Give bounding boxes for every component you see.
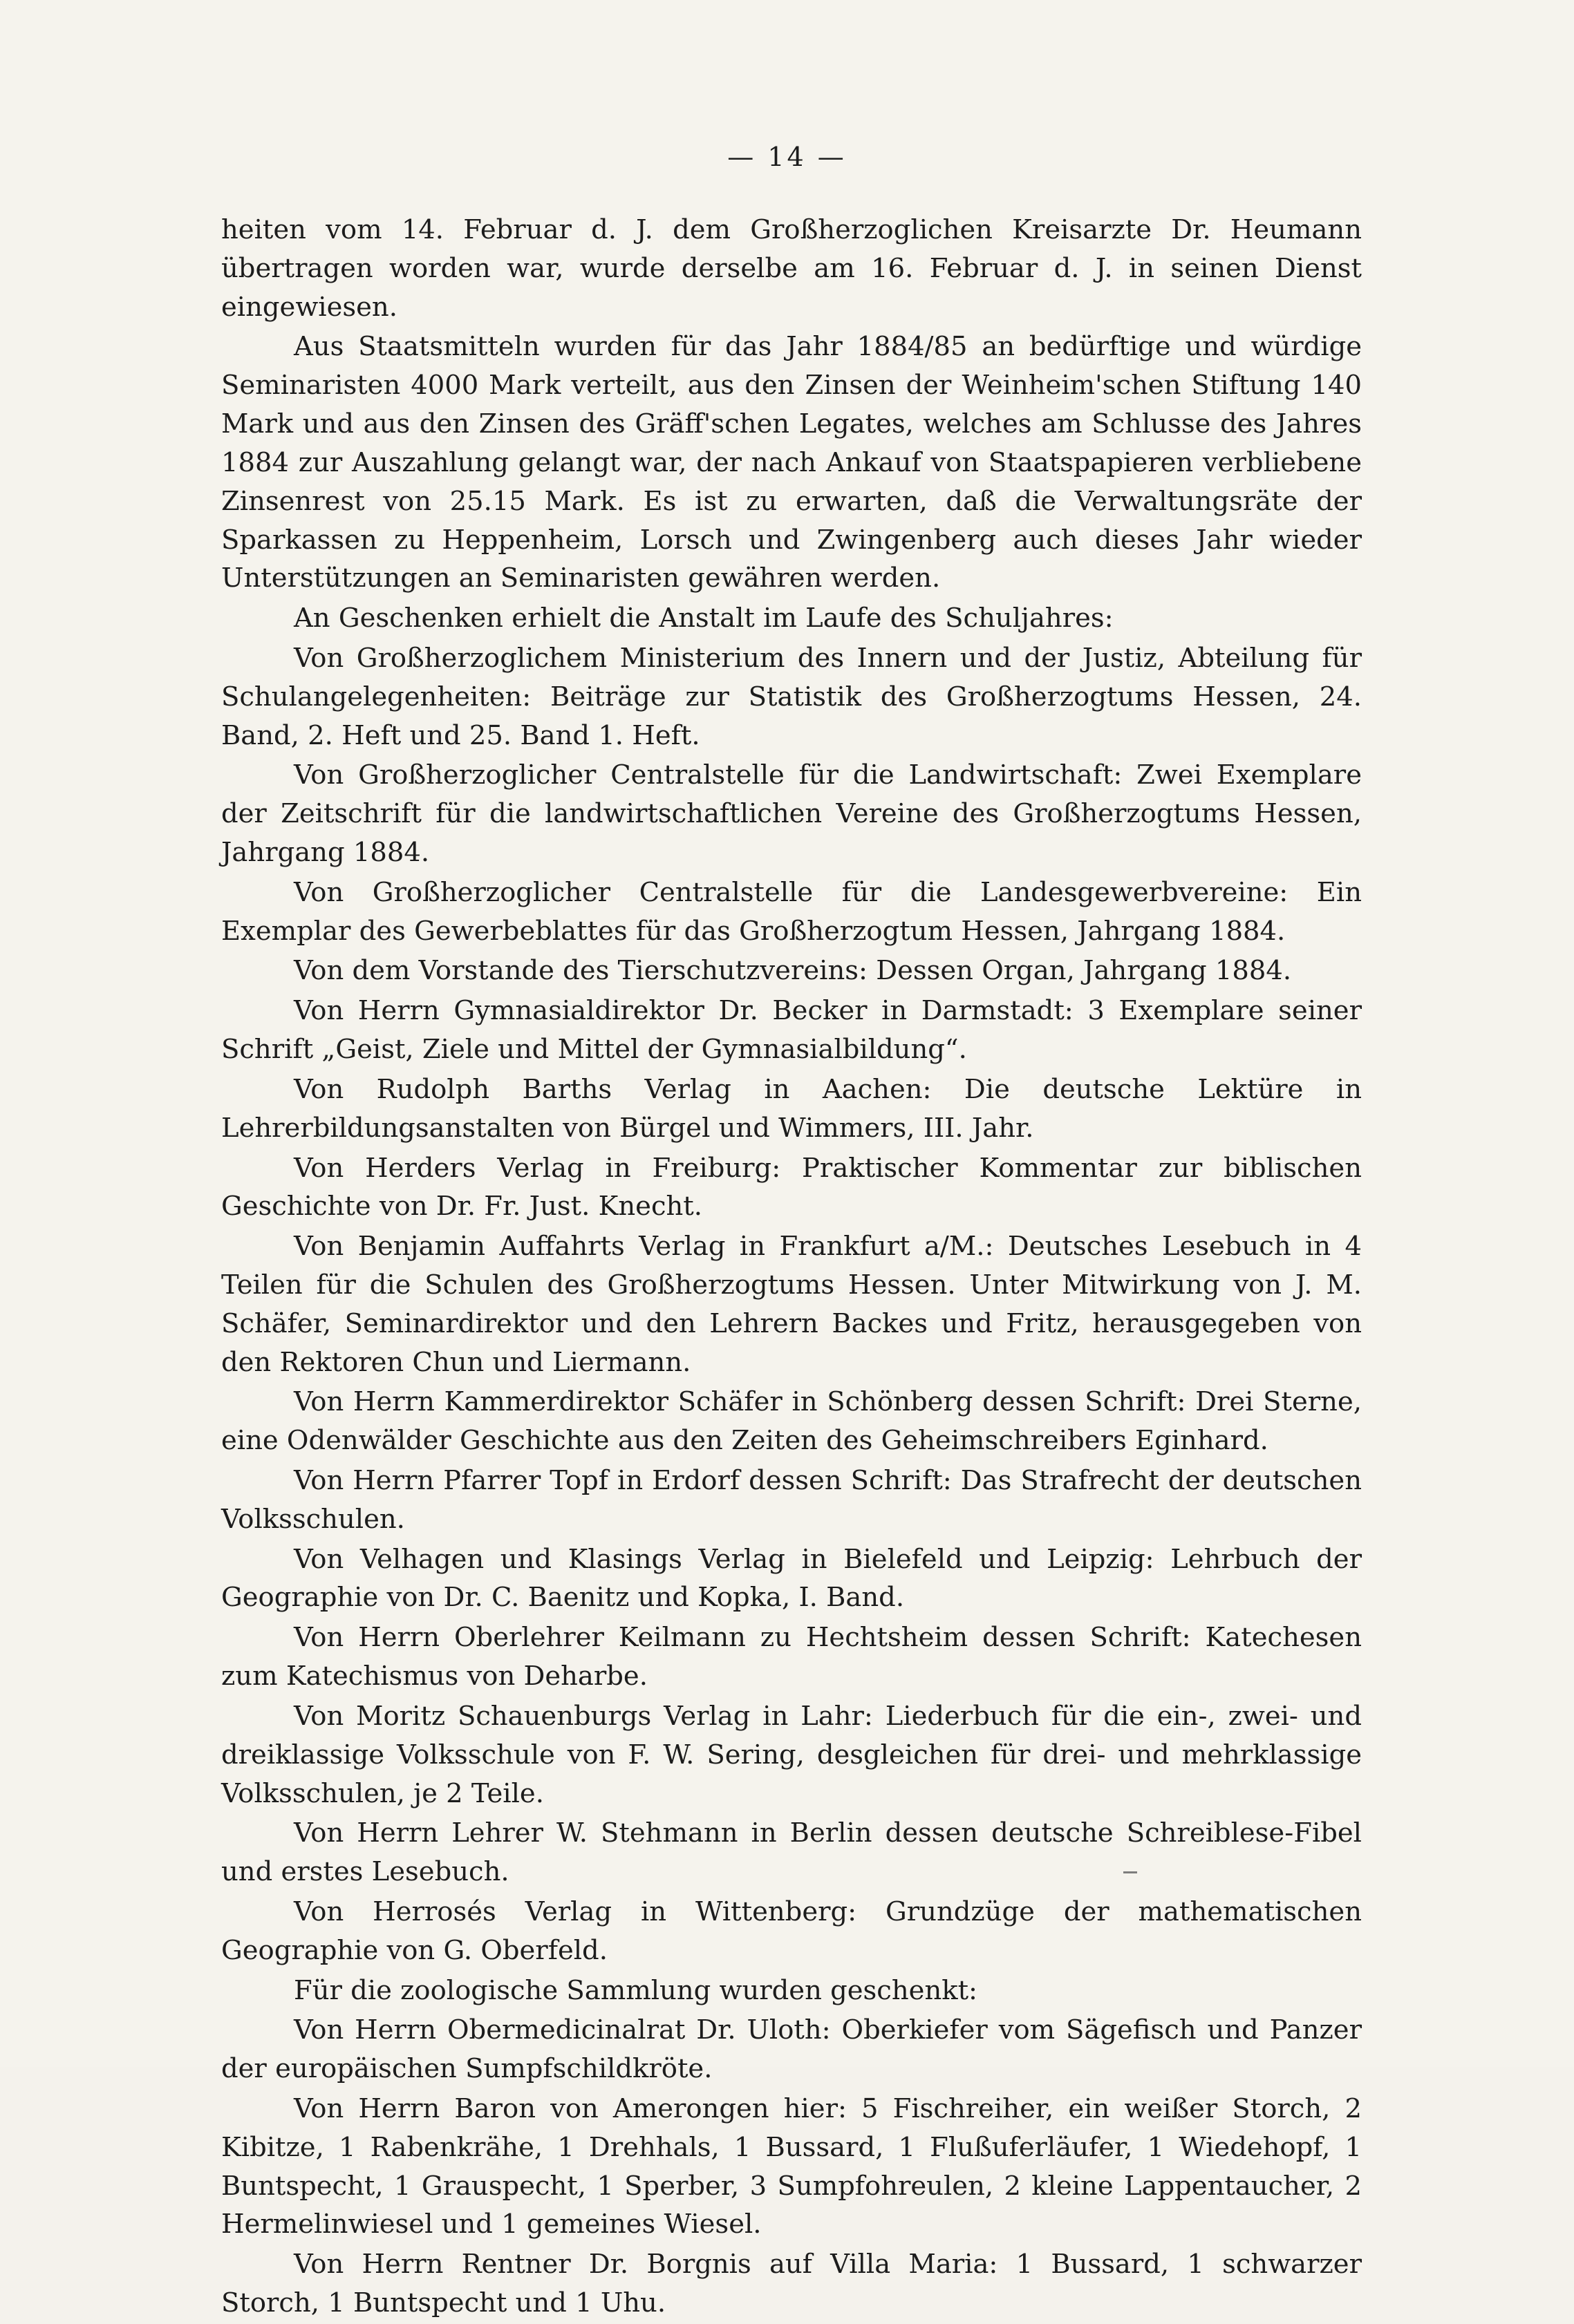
paragraph: Von Herrn Gymnasialdirektor Dr. Becker in Darmstadt: 3 Exemplare seiner Schrift „Geist, Ziele und Mittel der Gymnasialbildung“. (221, 995, 1362, 1066)
paragraph: Von Moritz Schauenburgs Verlag in Lahr: Liederbuch für die ein-, zwei- und dreiklassige Volksschule von F. W. Sering, desgleichen für drei- und mehrklassige Volksschulen, je 2 Teile. (221, 1700, 1362, 1809)
paragraph: Von Herders Verlag in Freiburg: Praktischer Kommentar zur biblischen Geschichte von Dr. Fr. Just. Knecht. (221, 1152, 1362, 1222)
paragraph: Von Rudolph Barths Verlag in Aachen: Die deutsche Lektüre in Lehrerbildungsanstalten von Bürgel und Wimmers, III. Jahr. (221, 1073, 1362, 1144)
paragraph: Aus Staatsmitteln wurden für das Jahr 1884/85 an bedürftige und würdige Seminaristen 4000 Mark verteilt, aus den Zinsen der Weinheim'schen Stiftung 140 Mark und aus den Zinsen des Gräff'schen Legates, welches am Schlusse des Jahres 1884 zur Auszahlung gelangt war, der nach Ankauf von Staatspapieren verbliebene Zinsenrest von 25.15 Mark. Es ist zu erwarten, daß die Verwaltungsräte der Sparkassen zu Heppenheim, Lorsch und Zwingenberg auch dieses Jahr wieder Unterstützungen an Seminaristen gewähren werden. (221, 331, 1362, 594)
paragraph: Von Herrn Rentner Dr. Borgnis auf Villa Maria: 1 Bussard, 1 schwarzer Storch, 1 Buntspecht und 1 Uhu. (221, 2249, 1362, 2319)
page-number: — 14 — (727, 142, 847, 172)
paragraph: Von Herrn Kammerdirektor Schäfer in Schönberg dessen Schrift: Drei Sterne, eine Odenwälder Geschichte aus den Zeiten des Geheimschreibers Eginhard. (221, 1386, 1362, 1457)
paragraph: Von Großherzoglichem Ministerium des Innern und der Justiz, Abteilung für Schulangelegenheiten: Beiträge zur Statistik des Großherzogtums Hessen, 24. Band, 2. Heft und 25. Band 1. Heft. (221, 642, 1362, 751)
paragraph: An Geschenken erhielt die Anstalt im Laufe des Schuljahres: (294, 603, 1114, 634)
paragraph: Für die zoologische Sammlung wurden geschenkt: (294, 1974, 978, 2006)
body-text (221, 211, 1362, 2324)
paragraph: Von dem Vorstande des Tierschutzvereins: Dessen Organ, Jahrgang 1884. (294, 955, 1292, 987)
paragraph: heiten vom 14. Februar d. J. dem Großherzoglichen Kreisarzte Dr. Heumann übertragen worden war, wurde derselbe am 16. Februar d. J. in seinen Dienst eingewiesen. (221, 214, 1362, 323)
paragraph: Von Benjamin Auffahrts Verlag in Frankfurt a/M.: Deutsches Lesebuch in 4 Teilen für die Schulen des Großherzogtums Hessen. Unter Mitwirkung von J. M. Schäfer, Seminardirektor und den Lehrern Backes und Fritz, herausgegeben von den Rektoren Chun und Liermann. (221, 1231, 1362, 1378)
paragraph: Von Großherzoglicher Centralstelle für die Landesgewerbvereine: Ein Exemplar des Gewerbeblattes für das Großherzogtum Hessen, Jahrgang 1884. (221, 876, 1362, 947)
paragraph: Von Herrn Baron von Amerongen hier: 5 Fischreiher, ein weißer Storch, 2 Kibitze, 1 Rabenkrähe, 1 Drehhals, 1 Bussard, 1 Flußuferläufer, 1 Wiedehopf, 1 Buntspecht, 1 Grauspecht, 1 Sperber, 3 Sumpfohreulen, 2 kleine Lappentaucher, 2 Hermelinwiesel und 1 gemeines Wiesel. (221, 2093, 1362, 2240)
paragraph: Von Herrn Oberlehrer Keilmann zu Hechtsheim dessen Schrift: Katechesen zum Katechismus von Deharbe. (221, 1622, 1362, 1692)
paragraph: Von Velhagen und Klasings Verlag in Bielefeld und Leipzig: Lehrbuch der Geographie von Dr. C. Baenitz und Kopka, I. Band. (221, 1543, 1362, 1614)
scan-mark (1123, 1871, 1137, 1873)
paragraph: Von Herrn Pfarrer Topf in Erdorf dessen Schrift: Das Strafrecht der deutschen Volksschulen. (221, 1465, 1362, 1535)
paragraph: Von Herrn Obermedicinalrat Dr. Uloth: Oberkiefer vom Sägefisch und Panzer der europäischen Sumpfschildkröte. (221, 2014, 1362, 2085)
paragraph: Von Herrosés Verlag in Wittenberg: Grundzüge der mathematischen Geographie von G. Oberfeld. (221, 1896, 1362, 1966)
paragraph: Von Herrn Lehrer W. Stehmann in Berlin dessen deutsche Schreiblese-Fibel und erstes Lesebuch. (221, 1817, 1362, 1888)
paragraph: Von Großherzoglicher Centralstelle für die Landwirtschaft: Zwei Exemplare der Zeitschrift für die landwirtschaftlichen Vereine des Großherzogtums Hessen, Jahrgang 1884. (221, 759, 1362, 868)
